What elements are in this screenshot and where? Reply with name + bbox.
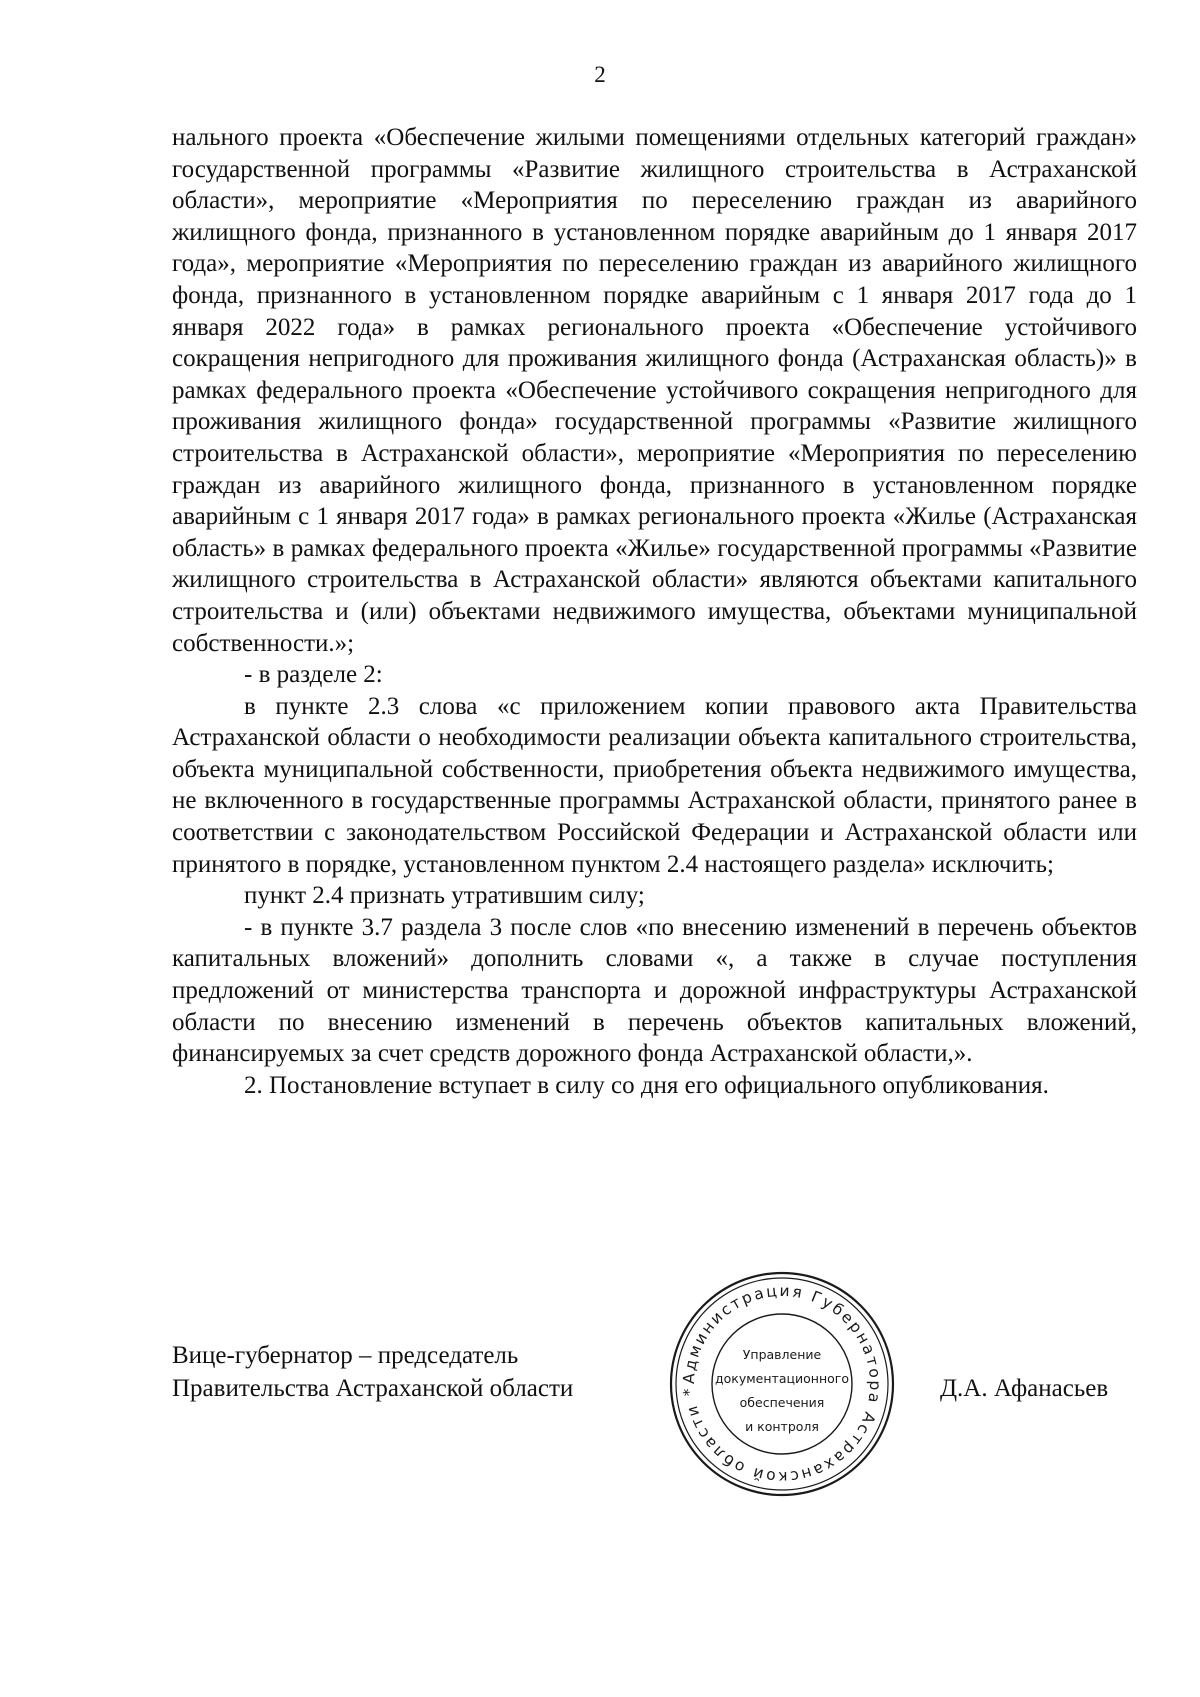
official-stamp [667, 1269, 897, 1499]
paragraph-section-2-heading: - в разделе 2: [244, 661, 383, 689]
stamp-center-line-1: Управление [742, 1347, 822, 1362]
stamp-center-line-2: документационного [715, 1371, 849, 1386]
signatory-name: Д.А. Афанасьев [940, 1375, 1109, 1402]
stamp-center-line-4: и контроля [745, 1419, 819, 1434]
paragraph-clause-2-3: в пункте 2.3 слова «с приложением копии правового акта Правительства Астраханской области о необходимости реализации объекта капитального строительства, объекта муниципальной собственности, приобретения объекта недвижимого имущества, не включенного в государственные программы Астраханской области, принятого ранее в соответствии с законодательством Российской Федерации и Астраханской области или принятого в порядке, установленном пунктом 2.4 настоящего раздела» исключить; [172, 692, 1137, 878]
stamp-graphic [667, 1269, 897, 1499]
signatory-position-line-2: Правительства Астраханской области [172, 1375, 574, 1402]
signatory-position-line-1: Вице-губернатор – председатель [172, 1342, 519, 1369]
paragraph-continuation: нального проекта «Обеспечение жилыми помещениями отдельных категорий граждан» государственной программы «Развитие жилищного строительства в Астраханской области», мероприятие «Мероприятия по переселению граждан из аварийного жилищного фонда, признанного в установленном порядке аварийным до 1 января 2017 года», мероприятие «Мероприятия по переселению граждан из аварийного жилищного фонда, признанного в установленном порядке аварийным с 1 января 2017 года до 1 января 2022 года» в рамках регионального проекта «Обеспечение устойчивого сокращения непригодного для проживания жилищного фонда (Астраханская область)» в рамках федерального проекта «Обеспечение устойчивого сокращения непригодного для проживания жилищного фонда» государственной программы «Развитие жилищного строительства в Астраханской области», мероприятие «Мероприятия по переселению граждан из аварийного жилищного фонда, признанного в установленном порядке аварийным с 1 января 2017 года» в рамках регионального проекта «Жилье (Астраханская область» в рамках федерального проекта «Жилье» государственной программы «Развитие жилищного строительства в Астраханской области» являются объектами капитального строительства и (или) объектами недвижимого имущества, объектами муниципальной собственности.»; [172, 124, 1137, 657]
paragraph-clause-2-4: пункт 2.4 признать утратившим силу; [244, 882, 645, 910]
stamp-ring-text: Администрация Губернатора Астраханской области * [679, 1281, 885, 1487]
signatory-position [172, 1339, 573, 1405]
stamp-center-line-3: обеспечения [739, 1395, 825, 1410]
page-number: 2 [594, 62, 606, 87]
document-body [172, 122, 1137, 1101]
paragraph-clause-3-7: - в пункте 3.7 раздела 3 после слов «по внесению изменений в перечень объектов капитальных вложений» дополнить словами «, а также в случае поступления предложений от министерства транспорта и дорожной инфраструктуры Астраханской области по внесению изменений в перечень объектов капитальных вложений, финансируемых за счет средств дорожного фонда Астраханской области,». [172, 913, 1137, 1068]
paragraph-effective-date: 2. Постановление вступает в силу со дня его официального опубликования. [244, 1071, 1049, 1099]
